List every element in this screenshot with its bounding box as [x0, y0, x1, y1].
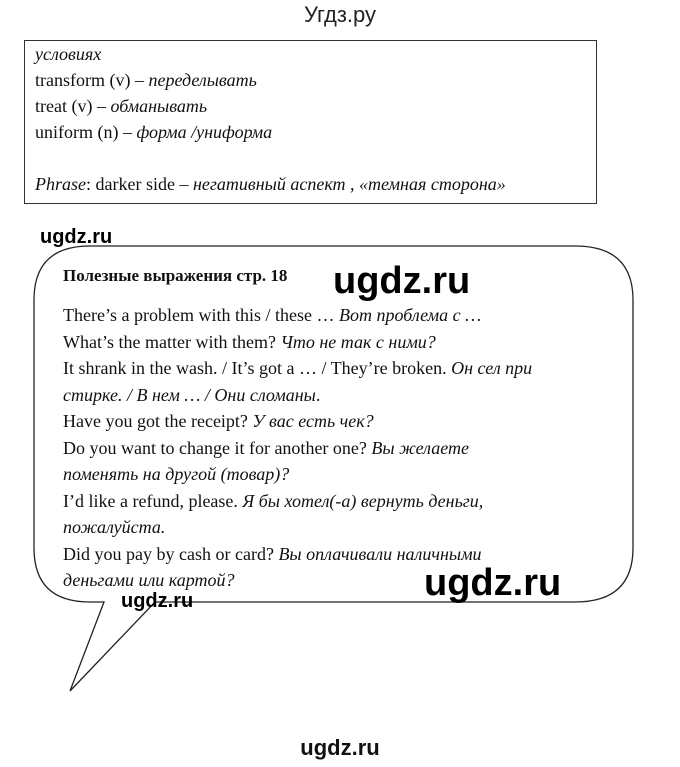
footer-watermark: ugdz.ru [300, 735, 380, 760]
phrase-row [63, 514, 583, 541]
vocab-term: transform (v) – [35, 70, 144, 90]
phrase-russian: Я бы хотел(-а) вернуть деньги, [242, 490, 484, 511]
vocab-line-continued: условиях [35, 44, 102, 64]
phrase-english: Did you pay by cash or card? [63, 543, 279, 564]
watermark: ugdz.ru [333, 260, 471, 302]
phrase-tail: . [315, 384, 321, 405]
phrase-english: I’d like a refund, please. [63, 490, 243, 511]
phrase-english: Have you got the receipt? [63, 411, 253, 431]
phrase-russian: пожалуйста. [63, 517, 166, 537]
phrase-russian: Что не так с ними? [280, 331, 436, 352]
phrase-translation: негативный аспект , «темная сторона» [192, 174, 506, 194]
phrase-row [63, 302, 583, 329]
phrase-row [63, 329, 583, 356]
phrase-row [63, 355, 583, 382]
vocab-translation: переделывать [148, 70, 257, 90]
phrase-row [63, 488, 583, 515]
phrase-russian: стирке. / В нем … / Они сломаны [63, 384, 316, 405]
vocab-translation: обманывать [110, 96, 208, 116]
phrase-russian: У вас есть чек? [252, 411, 374, 431]
phrase-russian: Вы оплачивали наличными [278, 543, 482, 564]
phrase-english: There’s a problem with this / these … [63, 305, 339, 325]
phrase-russian: Вот проблема с … [338, 305, 482, 325]
phrase-english: Do you want to change it for another one? [63, 437, 372, 458]
phrase-term: : darker side – [86, 174, 189, 194]
phrase-russian: Он сел при [451, 358, 533, 378]
phrase-russian: деньгами или картой? [63, 570, 235, 590]
vocab-translation: форма /униформа [136, 122, 273, 142]
watermark: ugdz.ru [424, 562, 562, 604]
phrase-russian: Вы желаете [371, 437, 469, 458]
phrase-english: What’s the matter with them? [63, 331, 281, 352]
watermark: ugdz.ru [40, 226, 113, 248]
phrase-english: It shrank in the wash. / It’s got a … / They’re broken. [63, 358, 452, 378]
bubble-title: Полезные выражения стр. 18 [63, 266, 288, 285]
watermark: ugdz.ru [121, 590, 194, 612]
vocab-term: treat (v) – [35, 96, 106, 116]
phrase-label: Phrase [35, 174, 86, 194]
phrase-row [63, 435, 583, 462]
phrase-row [63, 382, 583, 409]
vocab-term: uniform (n) – [35, 122, 132, 142]
phrase-list [63, 302, 583, 594]
phrase-row [63, 408, 583, 435]
phrase-russian: поменять на другой (товар)? [63, 464, 290, 484]
phrase-row [63, 461, 583, 488]
site-header: Угдз.ру [303, 2, 377, 27]
